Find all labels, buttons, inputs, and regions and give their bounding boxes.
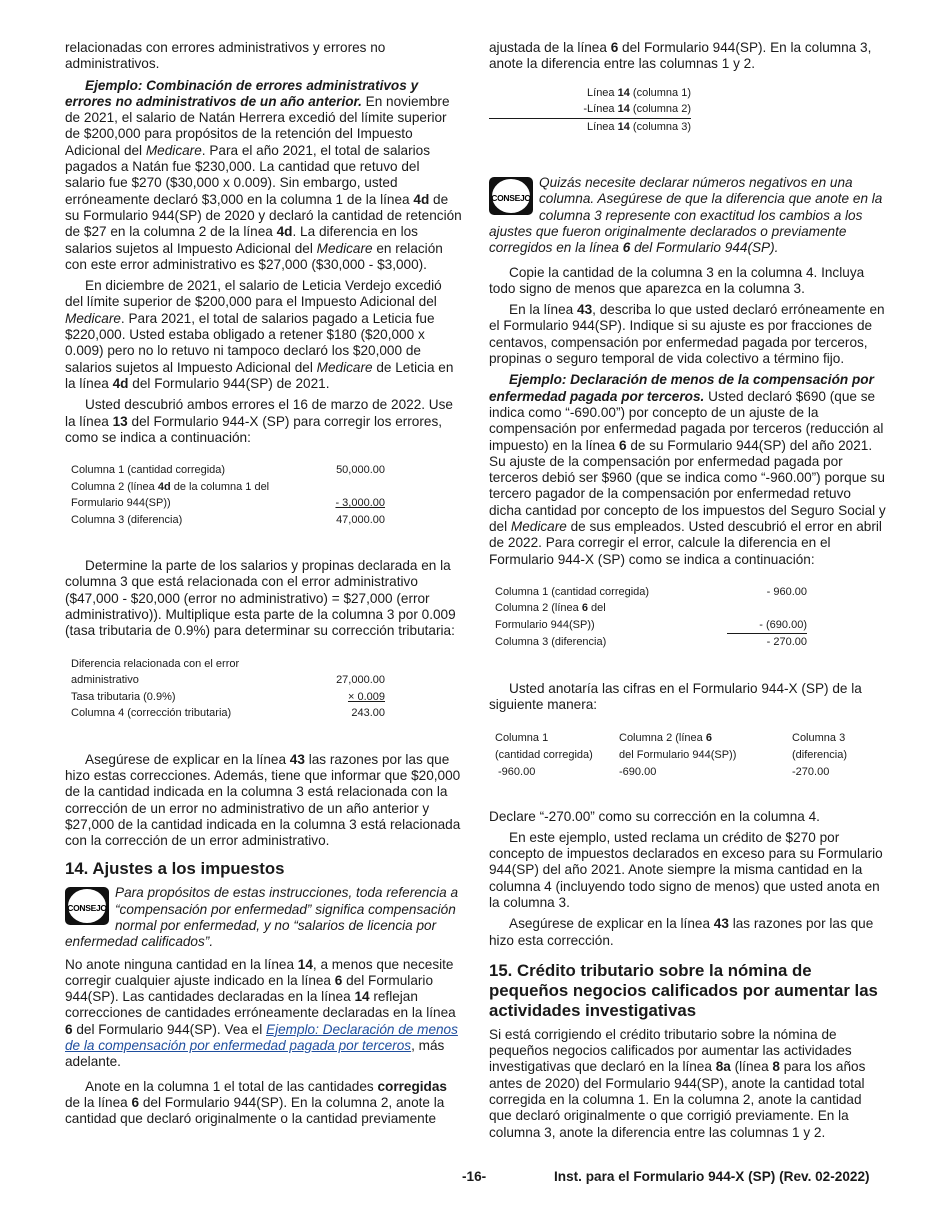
- table-row: Columna 1 (cantidad corregida) - 960.00: [495, 585, 807, 598]
- paragraph: Determine la parte de los salarios y propinas declarada en la columna 3 que está relacionada con el error administrativo ($47,000 - $20,000 (error no administrativo) = $27,000 (error administrativo)). Multiplique esta parte de la columna 3 por 0.009 (tasa tributaria de 0.9%) para determinar su corrección tributaria:: [65, 558, 456, 639]
- tip-icon: CONSEJO: [65, 887, 109, 925]
- table-row: Formulario 944(SP)) - (690.00): [495, 617, 886, 635]
- paragraph: Copie la cantidad de la columna 3 en la columna 4. Incluya todo signo de menos que aparezca en la columna 3.: [489, 264, 865, 296]
- table-row: Columna 3 (diferencia) - 270.00: [495, 636, 807, 649]
- paragraph: Usted anotaría las cifras en el Formulario 944-X (SP) de la siguiente manera:: [489, 680, 862, 713]
- calculation-table-2: [71, 656, 462, 722]
- line-14-calculation: [489, 85, 886, 136]
- paragraph: Anote en la columna 1 el total de las cantidades corregidas de la línea 6 del Formulario 944(SP). En la columna 2, anote la cantidad que declaró originalmente o la cantidad previamente: [65, 1078, 447, 1127]
- paragraph: Asegúrese de explicar en la línea 43 las razones por las que hizo estas correcciones. Además, tiene que informar que $20,000 de la cantidad indicada en la columna 3 está relacionada con la corrección de un error no administrativo de un año anterior y $27,000 de la cantidad indicada en la columna 3 está relacionada con la corrección de un error administrativo.: [65, 751, 461, 849]
- tip-icon: CONSEJO: [489, 177, 533, 215]
- example-title: Ejemplo: Declaración de menos de la compensación por enfermedad pagada por terceros.: [489, 372, 874, 404]
- paragraph: En este ejemplo, usted reclama un crédito de $270 por concepto de impuestos declarados en exceso para su Formulario 944(SP) del año 2021. Anote siempre la misma cantidad en la columna 4 (incluyendo todo signo de menos) que usted anota en la columna 3.: [489, 829, 883, 910]
- grid-column-1: Columna 1 (cantidad corregida) -960.00: [495, 731, 593, 778]
- paragraph: Declare “-270.00” como su corrección en la columna 4.: [489, 808, 820, 824]
- paragraph: En la línea 43, describa lo que usted declaró erróneamente en el Formulario 944(SP). Indique si su ajuste es por fracciones de centavos, compensación por enfermedad pagada por terceros, propinas o seguro temporal de vida colectivo a término fijo.: [489, 302, 885, 367]
- grid-column-2: Columna 2 (línea 6 del Formulario 944(SP)) -690.00: [619, 731, 737, 778]
- calculation-table-3: [495, 584, 886, 651]
- section-heading-15: 15. Crédito tributario sobre la nómina de pequeños negocios calificados por aumentar las actividades investigativas: [489, 960, 878, 1020]
- table-row: Formulario 944(SP)) - 3,000.00: [71, 497, 385, 510]
- table-row: Tasa tributaria (0.9%) × 0.009: [71, 690, 385, 703]
- example-title: Ejemplo: Combinación de errores administrativos y errores no administrativos de un año anterior.: [65, 77, 419, 109]
- calculation-table-1: [71, 462, 462, 528]
- tip-box: CONSEJO Para propósitos de estas instrucciones, toda referencia a “compensación por enfermedad” significa compensación normal por enfermedad, y no “salarios de licencia por enfermedad calificados”.: [65, 885, 459, 950]
- table-row: Diferencia relacionada con el error: [71, 657, 240, 670]
- line-row: Línea 14 (columna 1): [587, 86, 691, 99]
- section-heading-14: 14. Ajustes a los impuestos: [65, 859, 285, 879]
- right-column: [489, 40, 886, 1146]
- paragraph: Usted descubrió ambos errores el 16 de marzo de 2022. Use la línea 13 del Formulario 944-X (SP) para corregir los errores, como se indica a continuación:: [65, 397, 453, 445]
- table-row: Columna 1 (cantidad corregida) 50,000.00: [71, 464, 385, 477]
- line-row: Línea 14 (columna 3): [587, 120, 691, 133]
- paragraph: Asegúrese de explicar en la línea 43 las razones por las que hizo esta corrección.: [489, 916, 874, 948]
- table-row: Columna 2 (línea 4d de la columna 1 del: [71, 480, 270, 493]
- paragraph: ajustada de la línea 6 del Formulario 944(SP). En la columna 3, anote la diferencia entre las columnas 1 y 2.: [489, 40, 872, 72]
- example-link[interactable]: Ejemplo: Declaración de menos de la compensación por enfermedad pagada por terceros: [65, 1021, 458, 1054]
- line-row: -Línea 14 (columna 2): [489, 101, 691, 119]
- example-paragraph: Ejemplo: Combinación de errores administrativos y errores no administrativos de un año anterior. En noviembre de 2021, el salario de Natán Herrera excedió del límite superior de $200,000 para propósitos de la retención del Impuesto Adicional del Medicare. Para el año 2021, el total de salarios pagados a Natán fue $230,000. La cantidad que retuvo del salario fue $270 ($30,000 x 0.009). Sin embargo, usted erróneamente declaró $3,000 en la columna 1 de la línea 4d de su Formulario 944(SP) de 2020 y declaró la cantidad de retención de $27 en la columna 2 de la línea 4d. La diferencia en los salarios sujetos al Impuesto Adicional del Medicare en relación con este error administrativo es $27,000 ($30,000 - $3,000).: [65, 77, 462, 272]
- table-row: Columna 4 (corrección tributaria) 243.00: [71, 707, 385, 720]
- form-reference: Inst. para el Formulario 944-X (SP) (Rev. 02-2022): [554, 1169, 870, 1184]
- table-row: Columna 3 (diferencia) 47,000.00: [71, 513, 385, 526]
- entry-grid: [495, 730, 886, 781]
- tip-box: CONSEJO Quizás necesite declarar números negativos en una columna. Asegúrese de que la diferencia que anote en la columna 3 represente con exactitud los cambios a los ajustes que fueron originalmente declarados o previamente corregidos en la línea 6 del Formulario 944(SP).: [489, 175, 883, 256]
- example-paragraph: Ejemplo: Declaración de menos de la compensación por enfermedad pagada por terceros. Usted declaró $690 (que se indica como “-690.00”) por concepto de un ajuste de la compensación por enfermedad pagada por terceros (reducción al impuesto) en la línea 6 de su Formulario 944(SP) del año 2021. Su ajuste de la compensación por enfermedad pagada por terceros debió ser $960 (que se indica como “-960.00”) porque su tercero pagador de la compensación por enfermedad retuvo dicha cantidad por concepto de los impuestos del Seguro Social y del Medicare de sus empleados. Usted descubrió el error en abril de 2022. Para corregir el error, calcule la diferencia en el Formulario 944-X (SP) como se indica a continuación:: [489, 372, 886, 567]
- table-row: administrativo 27,000.00: [71, 674, 385, 687]
- grid-column-3: Columna 3 (diferencia) -270.00: [792, 731, 848, 778]
- table-row: Columna 2 (línea 6 del: [495, 602, 606, 615]
- paragraph: No anote ninguna cantidad en la línea 14, a menos que necesite corregir cualquier ajuste indicado en la línea 6 del Formulario 944(SP). Las cantidades declaradas en la línea 14 reflejan correcciones de cantidades erróneamente declaradas en la línea 6 del Formulario 944(SP). Vea el Ejemplo: Declaración de menos de la compensación por enfermedad pagada por terceros, más adelante.: [65, 956, 458, 1070]
- paragraph: relacionadas con errores administrativos y errores no administrativos.: [65, 40, 386, 72]
- paragraph: En diciembre de 2021, el salario de Leticia Verdejo excedió del límite superior de $200,000 para el Impuesto Adicional del Medicare. Para 2021, el total de salarios pagado a Leticia fue $220,000. Usted estaba obligado a retener $180 ($20,000 x 0.009) pero no lo retuvo ni tampoco declaró los $20,000 de salarios sujetos al Impuesto Adicional del Medicare de Leticia en la línea 4d del Formulario 944(SP) de 2021.: [65, 278, 454, 391]
- left-column: [65, 40, 462, 1133]
- page-number: -16-: [462, 1169, 487, 1184]
- paragraph: Si está corrigiendo el crédito tributario sobre la nómina de pequeños negocios calificados por aumentar las actividades investigativas que declaró en la línea 8a (línea 8 para los años antes de 2020) del Formulario 944(SP), anote la cantidad total corregida en la columna 1. En la columna 2, anote la cantidad que declaró originalmente o que corrigió previamente. En la columna 3, anote la diferencia entre las columnas 1 y 2.: [489, 1026, 866, 1140]
